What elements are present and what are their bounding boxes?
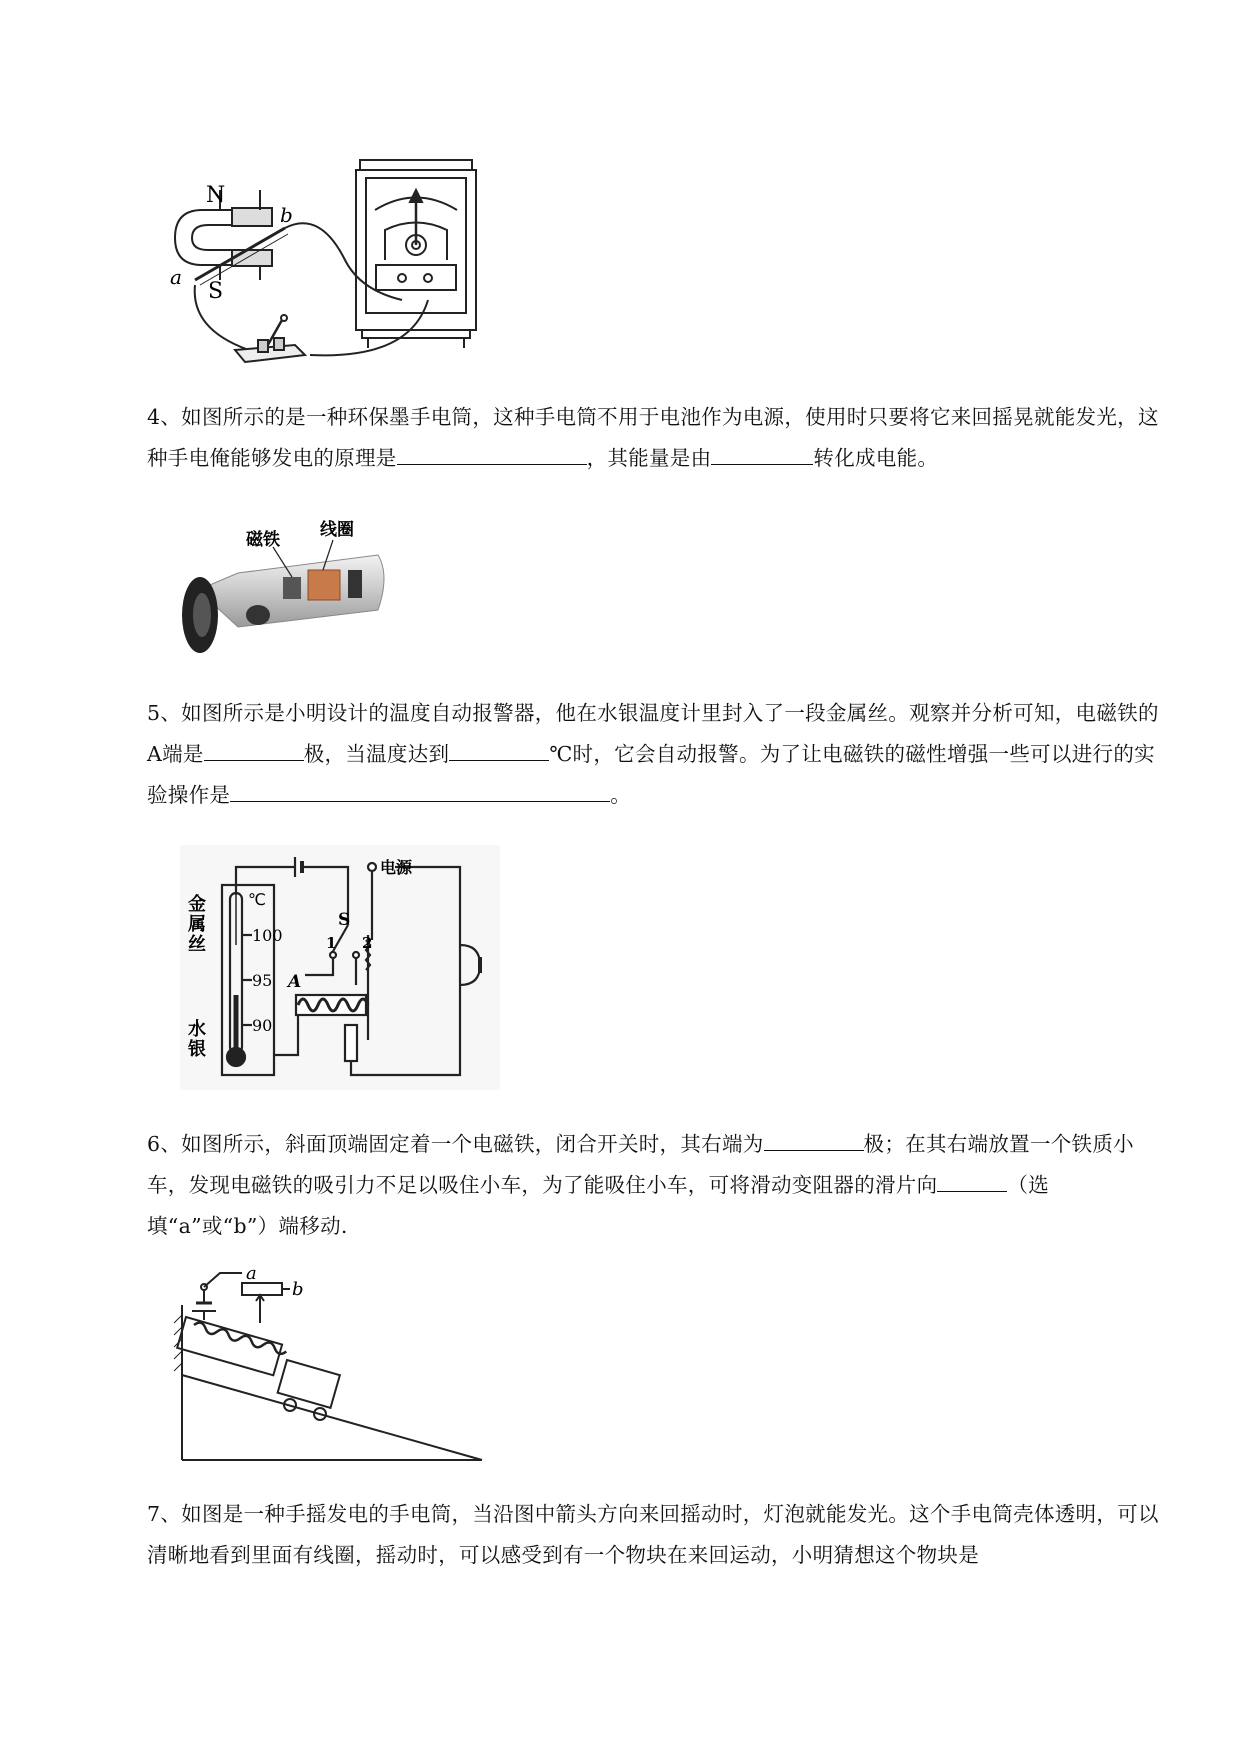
label-coil: 线圈	[320, 520, 354, 540]
q4-blank-1[interactable]	[397, 463, 587, 465]
question-4: 4、如图所示的是一种环保墨手电筒，这种手电筒不用于电池作为电源，使用时只要将它来回摇晃就能发光，这种手电俺能够发电的原理是 ，其能量是由 转化成电能。	[147, 405, 1159, 470]
tick-90: 90	[252, 1016, 273, 1035]
figure-incline-electromagnet	[172, 1265, 492, 1465]
label-contact-1: 1	[326, 934, 337, 952]
label-mercury-1: 水	[188, 1019, 206, 1040]
question-7: 7、如图是一种手摇发电的手电筒，当沿图中箭头方向来回摇动时，灯泡就能发光。这个手电筒壳体透明，可以清晰地看到里面有线圈，摇动时，可以感受到有一个物块在来回运动，小明猜想这个物块是	[147, 1502, 1159, 1567]
label-s: S	[208, 279, 224, 304]
q6-blank-2[interactable]	[937, 1190, 1007, 1192]
label-metal-wire-1: 金	[188, 894, 206, 915]
figure-flashlight	[178, 515, 393, 665]
question-5: 5、如图所示是小明设计的温度自动报警器，他在水银温度计里封入了一段金属丝。观察并分析可知，电磁铁的A端是 极，当温度达到 ℃时，它会自动报警。为了让电磁铁的磁性增强一些可以进行的实验操作是 。	[147, 701, 1159, 807]
q6-blank-1[interactable]	[764, 1149, 864, 1151]
label-metal-wire-2: 属	[188, 914, 206, 935]
label-switch-s: S	[338, 910, 351, 930]
label-n: N	[206, 183, 226, 208]
q4-blank-2[interactable]	[711, 463, 813, 465]
label-contact-2: 2	[362, 934, 373, 952]
tick-100: 100	[252, 926, 283, 945]
label-celsius: ℃	[248, 890, 266, 909]
q5-blank-1[interactable]	[204, 759, 304, 761]
label-power: 电源	[380, 858, 413, 877]
label-end-a: A	[288, 972, 302, 992]
label-b: b	[292, 1279, 304, 1300]
label-metal-wire-3: 丝	[188, 934, 206, 955]
tick-95: 95	[252, 971, 273, 990]
figure-temperature-alarm	[180, 845, 500, 1090]
label-mercury-2: 银	[188, 1039, 206, 1060]
label-magnet: 磁铁	[246, 530, 280, 550]
q5-blank-2[interactable]	[449, 759, 549, 761]
figure-generator-circuit	[170, 150, 500, 380]
label-a: a	[170, 265, 182, 289]
label-b: b	[280, 203, 293, 227]
label-a: a	[246, 1265, 257, 1284]
question-6: 6、如图所示，斜面顶端固定着一个电磁铁，闭合开关时，其右端为 极；在其右端放置一个铁质小车，发现电磁铁的吸引力不足以吸住小车，为了能吸住小车，可将滑动变阻器的滑片向 （选填“a”或“b”）端移动.	[147, 1132, 1134, 1238]
q5-blank-3[interactable]	[230, 800, 610, 802]
